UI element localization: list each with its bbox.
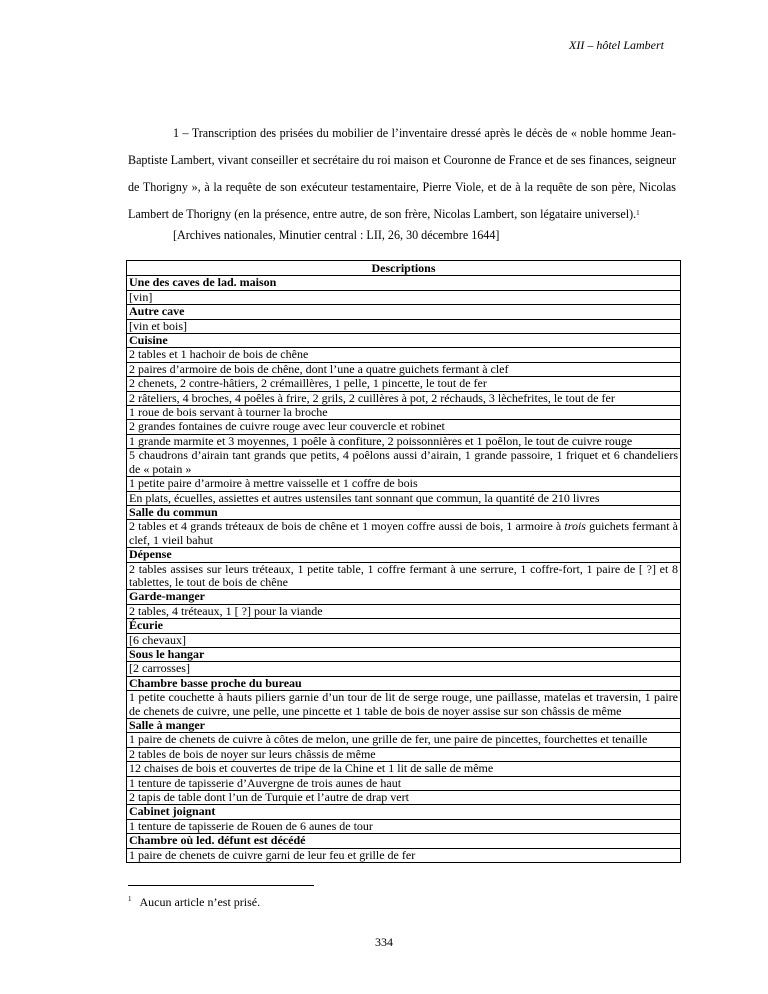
- item-description: 1 petite couchette à hauts piliers garnie d’un tour de lit de serge rouge, une paillasse, matelas et traversin, 1 paire de chenets de cuivre, une pelle, une pincette et 1 table de bois de noyer assise sur son châssis de même: [127, 691, 681, 719]
- running-header: XII – hôtel Lambert: [569, 38, 664, 52]
- room-heading: Écurie: [127, 619, 681, 633]
- archive-reference: [Archives nationales, Minutier central : LII, 26, 30 décembre 1644]: [173, 228, 500, 242]
- item-description: 2 tables de bois de noyer sur leurs châssis de même: [127, 747, 681, 761]
- footnote-number: 1: [128, 895, 132, 903]
- footnote-reference[interactable]: 1: [636, 209, 640, 217]
- table-row: [127, 733, 681, 747]
- room-heading-row: [127, 276, 681, 290]
- item-description: 2 tables et 4 grands tréteaux de bois de chêne et 1 moyen coffre aussi de bois, 1 armoire à trois guichets fermant à clef, 1 vieil bahut: [127, 520, 681, 548]
- table-header-cell: Descriptions: [127, 261, 681, 276]
- room-heading-row: [127, 719, 681, 733]
- item-description: 5 chaudrons d’airain tant grands que petits, 4 poêlons aussi d’airain, 1 grande passoire, 1 friquet et 6 chandeliers de « potain »: [127, 449, 681, 477]
- room-heading: Salle du commun: [127, 505, 681, 519]
- table-row: [127, 776, 681, 790]
- intro-paragraph: [128, 120, 676, 228]
- room-heading-row: [127, 647, 681, 661]
- item-description: 2 grandes fontaines de cuivre rouge avec leur couvercle et robinet: [127, 420, 681, 434]
- room-heading: Salle à manger: [127, 719, 681, 733]
- item-description: 2 tables, 4 tréteaux, 1 [ ?] pour la viande: [127, 604, 681, 618]
- item-description: [vin et bois]: [127, 319, 681, 333]
- room-heading: Garde-manger: [127, 590, 681, 604]
- item-description: 2 chenets, 2 contre-hâtiers, 2 crémaillères, 1 pelle, 1 pincette, le tout de fer: [127, 377, 681, 391]
- emphasis: trois: [564, 519, 586, 534]
- table-row: [127, 562, 681, 590]
- room-heading: Cuisine: [127, 334, 681, 348]
- room-heading-row: [127, 505, 681, 519]
- page-number: 334: [375, 935, 393, 949]
- table-row: [127, 477, 681, 491]
- room-heading-row: [127, 305, 681, 319]
- table-row: [127, 290, 681, 304]
- item-description: 1 paire de chenets de cuivre garni de leur feu et grille de fer: [127, 848, 681, 862]
- item-description: 2 tables et 1 hachoir de bois de chêne: [127, 348, 681, 362]
- inventory-table: [126, 260, 681, 863]
- item-description: 1 petite paire d’armoire à mettre vaisselle et 1 coffre de bois: [127, 477, 681, 491]
- table-row: [127, 791, 681, 805]
- footnote: [128, 895, 260, 910]
- table-row: [127, 762, 681, 776]
- table-row: [127, 691, 681, 719]
- item-description: [6 chevaux]: [127, 633, 681, 647]
- item-description: 2 paires d’armoire de bois de chêne, dont l’une a quatre guichets fermant à clef: [127, 362, 681, 376]
- room-heading-row: [127, 548, 681, 562]
- footnote-text: Aucun article n’est prisé.: [139, 895, 261, 909]
- table-row: [127, 348, 681, 362]
- item-description: [2 carrosses]: [127, 662, 681, 676]
- intro-text: 1 – Transcription des prisées du mobilier de l’inventaire dressé après le décès de « noble homme Jean-Baptiste Lambert, vivant conseiller et secrétaire du roi maison et Couronne de France et de ses finances, seigneur de Thorigny », à la requête de son exécuteur testamentaire, Pierre Viole, et de à la requête de son père, Nicolas Lambert de Thorigny (en la présence, entre autre, de son frère, Nicolas Lambert, son légataire universel).: [128, 126, 676, 221]
- room-heading: Sous le hangar: [127, 647, 681, 661]
- table-row: [127, 362, 681, 376]
- room-heading: Chambre basse proche du bureau: [127, 676, 681, 690]
- table-row: [127, 848, 681, 862]
- room-heading-row: [127, 590, 681, 604]
- room-heading-row: [127, 334, 681, 348]
- item-description: [vin]: [127, 290, 681, 304]
- room-heading: Autre cave: [127, 305, 681, 319]
- item-description: 2 tables assises sur leurs tréteaux, 1 petite table, 1 coffre fermant à une serrure, 1 coffre-fort, 1 paire de [ ?] et 8 tablettes, le tout de bois de chêne: [127, 562, 681, 590]
- room-heading-row: [127, 619, 681, 633]
- table-row: [127, 391, 681, 405]
- table-row: [127, 420, 681, 434]
- room-heading-row: [127, 676, 681, 690]
- room-heading: Dépense: [127, 548, 681, 562]
- table-row: [127, 520, 681, 548]
- table-row: [127, 319, 681, 333]
- table-row: [127, 662, 681, 676]
- item-description: 12 chaises de bois et couvertes de tripe de la Chine et 1 lit de salle de même: [127, 762, 681, 776]
- footnote-separator: [128, 885, 314, 886]
- room-heading-row: [127, 834, 681, 848]
- table-row: [127, 434, 681, 448]
- table-row: [127, 449, 681, 477]
- item-description: 1 roue de bois servant à tourner la broche: [127, 406, 681, 420]
- table-row: [127, 819, 681, 833]
- item-description: 1 tenture de tapisserie de Rouen de 6 aunes de tour: [127, 819, 681, 833]
- table-row: [127, 406, 681, 420]
- item-description: En plats, écuelles, assiettes et autres ustensiles tant sonnant que commun, la quantité de 210 livres: [127, 491, 681, 505]
- table-row: [127, 747, 681, 761]
- room-heading: Chambre où led. défunt est décédé: [127, 834, 681, 848]
- table-row: [127, 377, 681, 391]
- table-header-row: [127, 261, 681, 276]
- item-description: 2 tapis de table dont l’un de Turquie et l’autre de drap vert: [127, 791, 681, 805]
- item-description: 1 tenture de tapisserie d’Auvergne de trois aunes de haut: [127, 776, 681, 790]
- room-heading: Cabinet joignant: [127, 805, 681, 819]
- item-description: 2 râteliers, 4 broches, 4 poêles à frire, 2 grils, 2 cuillères à pot, 2 réchauds, 3 lèchefrites, le tout de fer: [127, 391, 681, 405]
- room-heading: Une des caves de lad. maison: [127, 276, 681, 290]
- item-description: 1 grande marmite et 3 moyennes, 1 poêle à confiture, 2 poissonnières et 1 poêlon, le tout de cuivre rouge: [127, 434, 681, 448]
- room-heading-row: [127, 805, 681, 819]
- table-row: [127, 604, 681, 618]
- table-row: [127, 491, 681, 505]
- table-row: [127, 633, 681, 647]
- item-description: 1 paire de chenets de cuivre à côtes de melon, une grille de fer, une paire de pincettes, fourchettes et tenaille: [127, 733, 681, 747]
